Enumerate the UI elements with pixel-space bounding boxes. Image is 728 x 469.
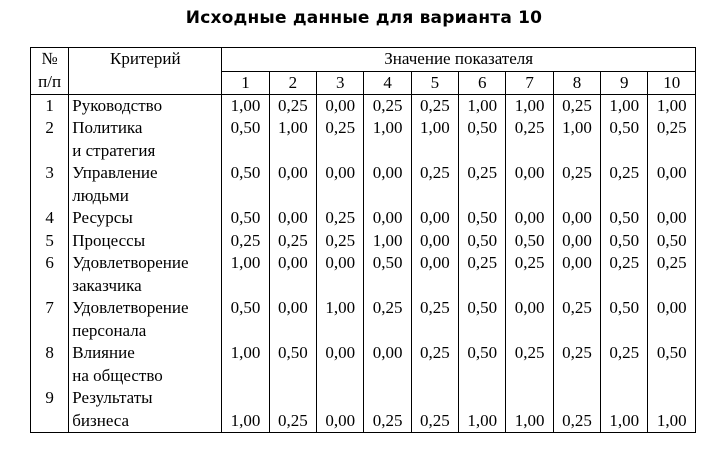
value-text: 0,50 <box>467 208 498 227</box>
value-text: 0,50 <box>467 298 498 317</box>
value-cell <box>222 162 269 207</box>
header-variant-4: 4 <box>364 71 411 94</box>
value-cell <box>553 230 600 253</box>
value-cell <box>648 162 696 207</box>
value-cell <box>506 94 553 117</box>
criterion-line: людьми <box>72 185 129 205</box>
row-criterion <box>69 117 222 162</box>
value-cell <box>269 342 316 387</box>
table-row <box>31 162 696 207</box>
value-cell <box>459 252 506 297</box>
value-cell <box>269 162 316 207</box>
value-text: 0,25 <box>562 95 592 115</box>
value-cell <box>364 207 411 230</box>
value-cell <box>459 207 506 230</box>
value-cell <box>553 297 600 342</box>
value-cell <box>601 342 648 387</box>
value-text: 0,50 <box>609 298 640 317</box>
row-number: 5 <box>31 230 69 253</box>
value-text: 1,00 <box>514 410 545 430</box>
value-cell <box>411 230 458 253</box>
value-cell <box>269 94 316 117</box>
value-text: 0,25 <box>325 118 356 137</box>
value-cell <box>553 207 600 230</box>
value-text: 0,50 <box>656 343 687 362</box>
value-text: 0,00 <box>372 163 403 182</box>
value-text: 0,00 <box>514 298 545 317</box>
value-text: 0,25 <box>609 343 640 362</box>
value-text: 0,00 <box>562 230 592 250</box>
value-cell <box>553 94 600 117</box>
value-text: 1,00 <box>656 410 687 430</box>
header-variant-7: 7 <box>506 71 553 94</box>
value-text: 0,00 <box>278 163 308 182</box>
value-text: 1,00 <box>230 410 261 430</box>
value-text: 0,00 <box>325 410 356 430</box>
value-text: 0,00 <box>420 253 450 272</box>
value-text: 0,00 <box>278 253 308 272</box>
value-cell <box>222 230 269 253</box>
value-text: 0,25 <box>656 118 687 137</box>
value-cell <box>317 297 364 342</box>
value-text: 0,50 <box>230 298 261 317</box>
value-cell <box>601 207 648 230</box>
value-cell <box>648 342 696 387</box>
value-text: 0,25 <box>325 230 356 250</box>
value-cell <box>411 387 458 433</box>
value-cell <box>317 387 364 433</box>
value-text: 0,50 <box>372 253 403 272</box>
criterion-line: Ресурсы <box>72 208 133 227</box>
row-criterion <box>69 297 222 342</box>
table-row <box>31 207 696 230</box>
row-number: 6 <box>31 252 69 297</box>
value-cell <box>317 252 364 297</box>
value-cell <box>459 230 506 253</box>
value-text: 0,50 <box>230 208 261 227</box>
value-cell <box>553 342 600 387</box>
value-text: 1,00 <box>325 298 356 317</box>
row-criterion <box>69 230 222 253</box>
value-cell <box>411 297 458 342</box>
header-value-group: Значение показателя <box>222 48 696 72</box>
criterion-line: Руководство <box>72 95 163 115</box>
value-cell <box>222 252 269 297</box>
value-text: 1,00 <box>230 343 261 362</box>
value-text: 0,50 <box>609 118 640 137</box>
criterion-line: бизнеса <box>72 410 130 430</box>
table-row <box>31 230 696 253</box>
value-cell <box>506 387 553 433</box>
value-text: 0,25 <box>230 230 261 250</box>
value-cell <box>269 117 316 162</box>
value-cell <box>222 342 269 387</box>
value-cell <box>317 230 364 253</box>
value-cell <box>364 342 411 387</box>
value-text: 1,00 <box>656 95 687 115</box>
value-cell <box>317 207 364 230</box>
value-text: 1,00 <box>372 230 403 250</box>
value-cell <box>317 342 364 387</box>
value-text: 1,00 <box>467 410 498 430</box>
value-cell <box>364 252 411 297</box>
value-cell <box>364 297 411 342</box>
value-text: 0,00 <box>325 163 356 182</box>
value-cell <box>364 387 411 433</box>
value-cell <box>364 94 411 117</box>
value-cell <box>459 162 506 207</box>
header-variant-10: 10 <box>648 71 696 94</box>
value-text: 0,50 <box>467 343 498 362</box>
value-cell <box>506 162 553 207</box>
value-cell <box>364 162 411 207</box>
value-text: 0,50 <box>230 163 261 182</box>
row-number: 2 <box>31 117 69 162</box>
value-text: 0,00 <box>278 208 308 227</box>
value-cell <box>222 387 269 433</box>
value-cell <box>459 297 506 342</box>
value-text: 0,00 <box>656 163 687 182</box>
value-text: 0,50 <box>656 230 687 250</box>
value-text: 0,00 <box>562 253 592 272</box>
value-text: 0,25 <box>278 230 308 250</box>
value-cell <box>601 387 648 433</box>
header-criterion: Критерий <box>69 48 222 95</box>
table-row <box>31 342 696 387</box>
value-cell <box>269 297 316 342</box>
header-variant-9: 9 <box>601 71 648 94</box>
data-table <box>30 47 696 433</box>
value-text: 0,25 <box>562 343 592 362</box>
header-variant-2: 2 <box>269 71 316 94</box>
row-number: 1 <box>31 94 69 117</box>
table-row <box>31 387 696 433</box>
value-cell <box>459 117 506 162</box>
value-cell <box>269 230 316 253</box>
value-cell <box>648 387 696 433</box>
value-cell <box>411 342 458 387</box>
value-text: 0,25 <box>514 343 545 362</box>
criterion-line: Управление <box>72 163 158 182</box>
value-cell <box>648 252 696 297</box>
header-variant-1: 1 <box>222 71 269 94</box>
value-cell <box>601 297 648 342</box>
value-text: 0,25 <box>420 410 450 430</box>
value-text: 1,00 <box>278 118 308 137</box>
value-text: 0,25 <box>372 410 403 430</box>
value-text: 0,00 <box>278 298 308 317</box>
value-text: 0,25 <box>278 410 308 430</box>
value-text: 0,00 <box>325 253 356 272</box>
value-text: 0,25 <box>420 343 450 362</box>
value-text: 0,50 <box>609 208 640 227</box>
value-text: 0,50 <box>230 118 261 137</box>
value-text: 0,25 <box>278 95 308 115</box>
value-text: 1,00 <box>609 95 640 115</box>
value-text: 1,00 <box>230 95 261 115</box>
value-text: 1,00 <box>609 410 640 430</box>
value-text: 1,00 <box>562 118 592 137</box>
table-row <box>31 297 696 342</box>
value-text: 0,25 <box>609 163 640 182</box>
value-text: 0,25 <box>372 95 403 115</box>
value-text: 1,00 <box>420 118 450 137</box>
value-text: 0,50 <box>467 230 498 250</box>
criterion-line: и стратегия <box>72 140 156 160</box>
value-text: 1,00 <box>514 95 545 115</box>
value-text: 0,25 <box>562 410 592 430</box>
row-criterion <box>69 94 222 117</box>
value-text: 0,00 <box>562 208 592 227</box>
value-text: 0,50 <box>609 230 640 250</box>
criterion-line: Влияние <box>72 343 135 362</box>
value-cell <box>222 117 269 162</box>
value-text: 0,25 <box>420 163 450 182</box>
value-cell <box>411 207 458 230</box>
value-cell <box>601 117 648 162</box>
value-cell <box>459 94 506 117</box>
value-cell <box>601 94 648 117</box>
value-text: 0,00 <box>656 298 687 317</box>
value-cell <box>553 252 600 297</box>
value-text: 0,25 <box>562 298 592 317</box>
criterion-line: на общество <box>72 365 163 385</box>
header-variant-8: 8 <box>553 71 600 94</box>
value-cell <box>648 94 696 117</box>
value-cell <box>601 252 648 297</box>
value-cell <box>601 230 648 253</box>
value-text: 1,00 <box>230 253 261 272</box>
value-text: 0,00 <box>420 208 450 227</box>
criterion-line: заказчика <box>72 275 142 295</box>
page-title: Исходные данные для варианта 10 <box>185 8 543 28</box>
value-text: 0,00 <box>656 208 687 227</box>
value-cell <box>269 207 316 230</box>
value-cell <box>222 297 269 342</box>
value-cell <box>411 117 458 162</box>
value-text: 0,00 <box>372 208 403 227</box>
value-text: 0,00 <box>514 163 545 182</box>
row-number: 4 <box>31 207 69 230</box>
criterion-line: Процессы <box>72 230 146 250</box>
criterion-line: Удовлетворение <box>72 298 189 317</box>
value-cell <box>648 297 696 342</box>
header-variant-6: 6 <box>459 71 506 94</box>
value-text: 0,25 <box>325 208 356 227</box>
value-cell <box>553 117 600 162</box>
value-cell <box>506 342 553 387</box>
value-text: 0,00 <box>514 208 545 227</box>
row-criterion <box>69 342 222 387</box>
value-cell <box>553 162 600 207</box>
header-number: № п/п <box>31 48 69 95</box>
value-text: 0,00 <box>420 230 450 250</box>
value-cell <box>506 117 553 162</box>
value-text: 0,25 <box>562 163 592 182</box>
value-cell <box>459 342 506 387</box>
value-text: 0,25 <box>514 253 545 272</box>
row-criterion <box>69 387 222 433</box>
criterion-line: персонала <box>72 320 147 340</box>
value-cell <box>411 94 458 117</box>
value-text: 0,25 <box>420 298 450 317</box>
value-cell <box>317 117 364 162</box>
value-cell <box>364 230 411 253</box>
value-cell <box>269 252 316 297</box>
value-cell <box>222 207 269 230</box>
value-cell <box>411 252 458 297</box>
row-criterion <box>69 252 222 297</box>
row-number: 7 <box>31 297 69 342</box>
value-text: 0,25 <box>372 298 403 317</box>
value-cell <box>269 387 316 433</box>
value-cell <box>317 94 364 117</box>
value-text: 0,00 <box>372 343 403 362</box>
value-text: 1,00 <box>372 118 403 137</box>
header-variant-5: 5 <box>411 71 458 94</box>
value-cell <box>553 387 600 433</box>
value-text: 0,00 <box>325 95 356 115</box>
row-number: 8 <box>31 342 69 387</box>
value-text: 0,50 <box>467 118 498 137</box>
value-cell <box>648 117 696 162</box>
value-cell <box>317 162 364 207</box>
header-variant-3: 3 <box>317 71 364 94</box>
value-text: 0,25 <box>609 253 640 272</box>
value-cell <box>506 297 553 342</box>
value-text: 0,25 <box>656 253 687 272</box>
value-cell <box>506 207 553 230</box>
value-cell <box>506 252 553 297</box>
row-number: 9 <box>31 387 69 433</box>
row-criterion <box>69 207 222 230</box>
value-text: 0,25 <box>467 253 498 272</box>
criterion-line: Результаты <box>72 388 153 407</box>
value-cell <box>648 207 696 230</box>
value-cell <box>601 162 648 207</box>
value-cell <box>222 94 269 117</box>
value-text: 0,50 <box>278 343 308 362</box>
value-text: 0,25 <box>467 163 498 182</box>
value-cell <box>648 230 696 253</box>
value-text: 1,00 <box>467 95 498 115</box>
criterion-line: Политика <box>72 118 143 137</box>
value-cell <box>506 230 553 253</box>
table-row <box>31 117 696 162</box>
table-row <box>31 252 696 297</box>
value-text: 0,25 <box>514 118 545 137</box>
value-text: 0,50 <box>514 230 545 250</box>
row-number: 3 <box>31 162 69 207</box>
value-text: 0,00 <box>325 343 356 362</box>
row-criterion <box>69 162 222 207</box>
value-cell <box>411 162 458 207</box>
value-cell <box>364 117 411 162</box>
criterion-line: Удовлетворение <box>72 253 189 272</box>
value-text: 0,25 <box>420 95 450 115</box>
table-row <box>31 94 696 117</box>
value-cell <box>459 387 506 433</box>
